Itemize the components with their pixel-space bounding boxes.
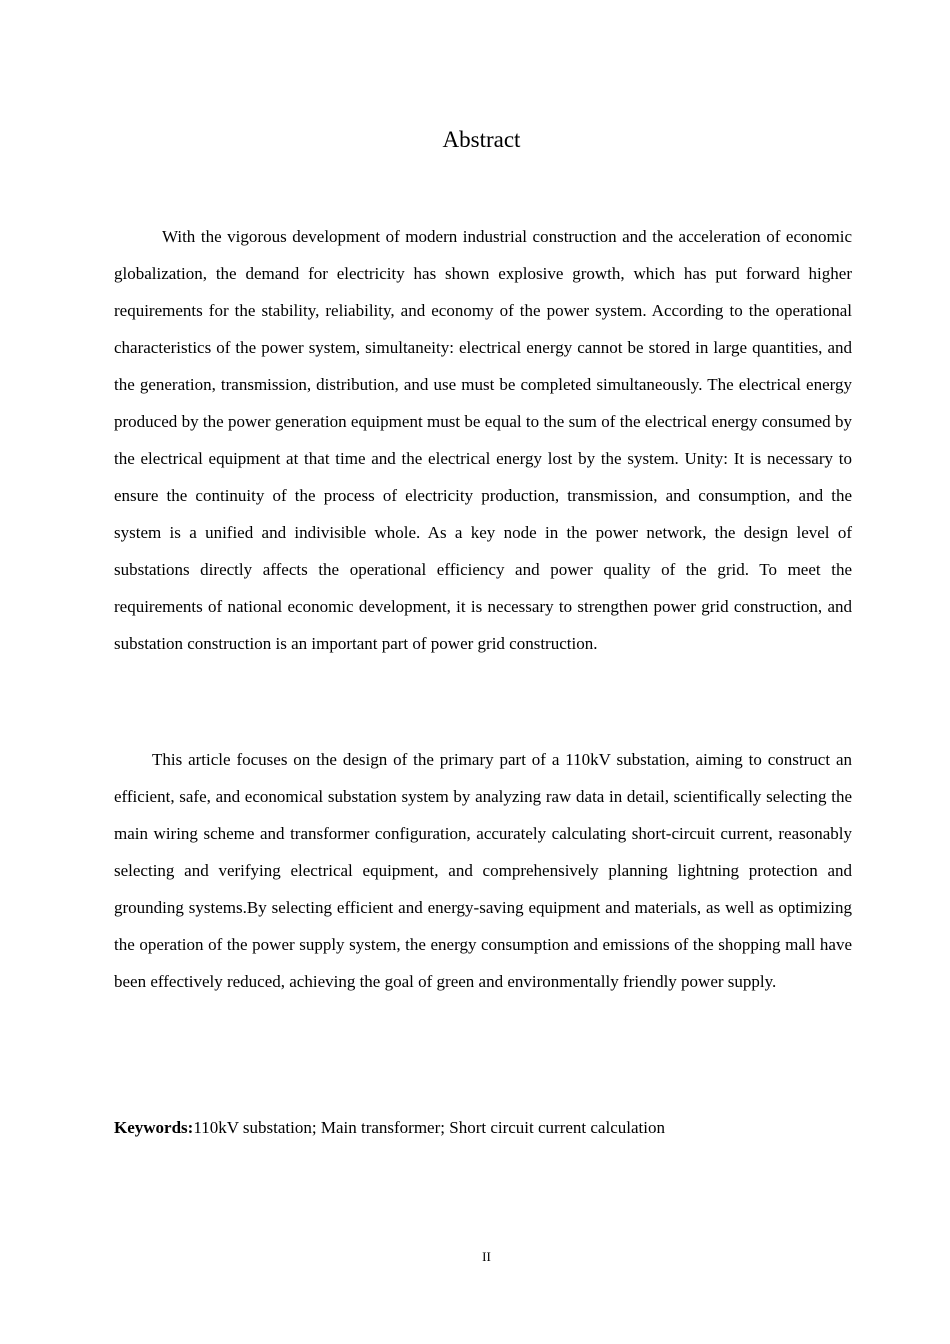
page-number: II xyxy=(482,1249,491,1264)
abstract-paragraph-2: This article focuses on the design of the primary part of a 110kV substation, aiming to construct an efficient, safe, and economical substation system by analyzing raw data in detail, scientifically selecting the main wiring scheme and transformer configuration, accurately calculating short-circuit current, reasonably selecting and verifying electrical equipment, and comprehensively planning lightning protection and grounding systems.By selecting efficient and energy-saving equipment and materials, as well as optimizing the operation of the power supply system, the energy consumption and emissions of the shopping mall have been effectively reduced, achieving the goal of green and environmentally friendly power supply. xyxy=(114,750,852,991)
keywords-text: 110kV substation; Main transformer; Short circuit current calculation xyxy=(193,1118,665,1137)
page-title: Abstract xyxy=(442,127,521,152)
keywords-label: Keywords: xyxy=(114,1118,194,1137)
keywords-line xyxy=(114,1112,852,1144)
abstract-paragraph-1: With the vigorous development of modern industrial construction and the acceleration of economic globalization, the demand for electricity has shown explosive growth, which has put forward higher requirements for the stability, reliability, and economy of the power system. According to the operational characteristics of the power system, simultaneity: electrical energy cannot be stored in large quantities, and the generation, transmission, distribution, and use must be completed simultaneously. The electrical energy produced by the power generation equipment must be equal to the sum of the electrical energy consumed by the electrical equipment at that time and the electrical energy lost by the system. Unity: It is necessary to ensure the continuity of the process of electricity production, transmission, and consumption, and the system is a unified and indivisible whole. As a key node in the power network, the design level of substations directly affects the operational efficiency and power quality of the grid. To meet the requirements of national economic development, it is necessary to strengthen power grid construction, and substation construction is an important part of power grid construction. xyxy=(114,227,852,653)
